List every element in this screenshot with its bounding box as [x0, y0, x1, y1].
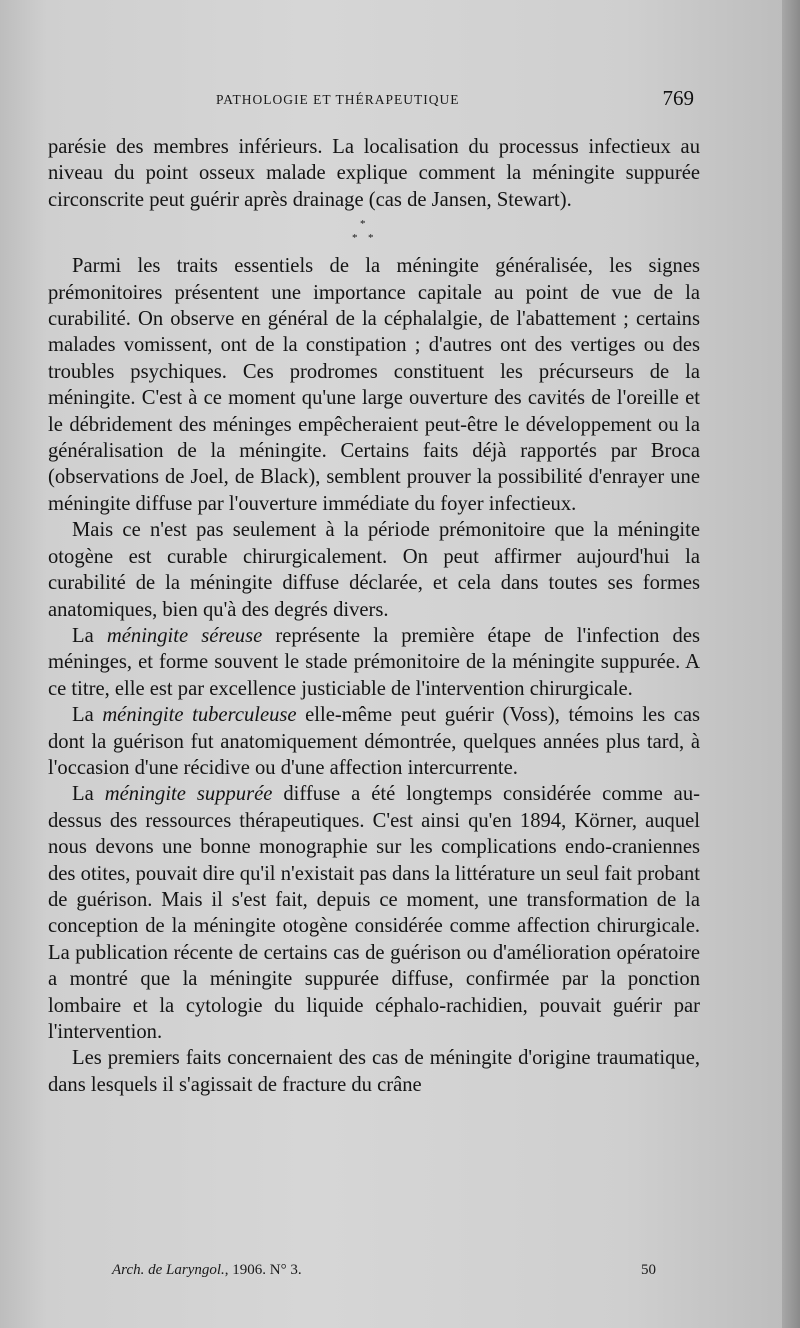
- page-body: [48, 134, 700, 1098]
- page-footer: [112, 1262, 672, 1286]
- signature-mark: 50: [641, 1262, 656, 1278]
- paragraph-5: [48, 702, 700, 781]
- paragraph-3: Mais ce n'est pas seulement à la période prémonitoire que la méningite otogène est curable chirurgicalement. On peut affirmer aujourd'hui la curabilité de la méningite diffuse déclarée, et cela dans toutes ses formes anatomiques, bien qu'à des degrés divers.: [48, 519, 700, 621]
- journal-title: Arch. de Laryngol.: [112, 1262, 225, 1278]
- paragraph-6: [48, 781, 700, 1045]
- paragraph-5-lead: La: [72, 704, 103, 727]
- section-separator: [48, 213, 700, 253]
- running-title: PATHOLOGIE ET THÉRAPEUTIQUE: [216, 92, 460, 107]
- paragraph-6-text: diffuse a été longtemps considérée comme au-dessus des ressources thérapeutiques. C'est ainsi qu'en 1894, Körner, auquel nous devons une bonne monographie sur les complications endo-craniennes des otites, pouvait dire qu'il n'existait pas dans la littérature un seul fait probant de guérison. Mais il s'est fait, depuis ce moment, une transformation de la conception de la méningite otogène considérée comme affection chirurgicale. La publication récente de certains cas de guérison ou d'amélioration opératoire a montré que la méningite suppurée diffuse, confirmée par la ponction lombaire et la cytologie du liquide céphalo-rachidien, pouvait guérir par l'intervention.: [48, 783, 700, 1043]
- paragraph-4: [48, 623, 700, 702]
- term-meningite-tuberculeuse: méningite tuberculeuse: [102, 704, 297, 727]
- paragraph-1: parésie des membres inférieurs. La localisation du processus infectieux au niveau du point osseux malade explique comment la méningite suppurée circonscrite peut guérir après drainage (cas de Jansen, Stewart).: [48, 136, 700, 211]
- paragraph-5-text: elle-même peut guérir (Voss), témoins les cas dont la guérison fut anatomiquement démontrée, quelques années plus tard, à l'occasion d'une récidive ou d'une affection intercurrente.: [48, 704, 700, 779]
- paragraph-2: Parmi les traits essentiels de la méningite généralisée, les signes prémonitoires présentent une importance capitale au point de vue de la curabilité. On observe en général de la céphalalgie, de l'abattement ; certains malades vomissent, ont de la constipation ; d'autres ont des vertiges ou des troubles psychiques. Ces prodromes constituent les précurseurs de la méningite. C'est à ce moment qu'une large ouverture des cavités de l'oreille et le débridement des méninges empêcheraient peut-être le développement ou la généralisation de la méningite. Certains faits déjà rapportés par Broca (observations de Joel, de Black), semblent prouver la possibilité d'enrayer une méningite diffuse par l'ouverture immédiate du foyer infectieux.: [48, 255, 700, 515]
- asterisk-2: *: [352, 232, 358, 245]
- page-edge: [782, 0, 800, 1328]
- paragraph-6-lead: La: [72, 783, 105, 806]
- journal-issue: , 1906. N° 3.: [224, 1262, 302, 1278]
- term-meningite-suppuree: méningite suppurée: [104, 783, 273, 806]
- paragraph-4-text: représente la première étape de l'infection des méninges, et forme souvent le stade prémonitoire de la méningite suppurée. A ce titre, elle est par excellence justiciable de l'intervention chirurgicale.: [48, 624, 701, 700]
- asterisk-1: *: [360, 218, 366, 231]
- paragraph-4-lead: La: [72, 624, 107, 647]
- page-header: [48, 86, 698, 116]
- asterisk-3: *: [368, 232, 374, 245]
- paragraph-7: Les premiers faits concernaient des cas de méningite d'origine traumatique, dans lesquels il s'agissait de fracture du crâne: [48, 1047, 700, 1096]
- page-number: 769: [662, 86, 694, 110]
- term-meningite-sereuse: méningite séreuse: [106, 624, 263, 647]
